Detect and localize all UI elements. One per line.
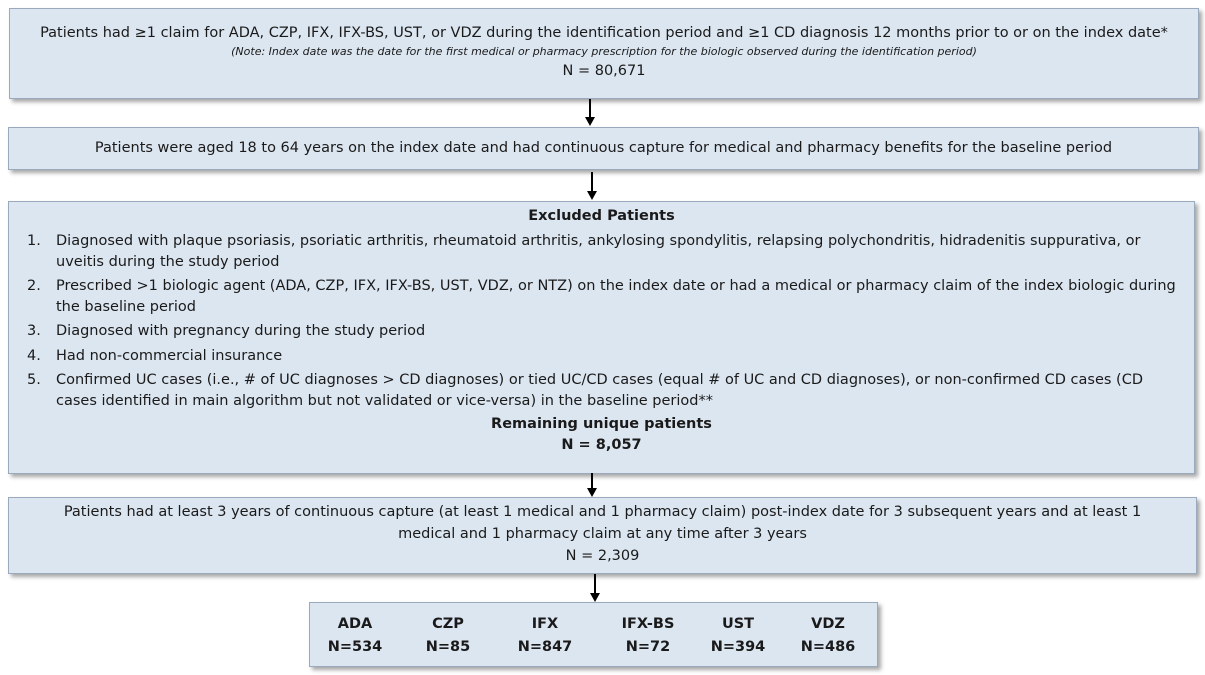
flow-arrow-down-icon [585,473,599,498]
arm-name: ADA [337,616,373,632]
exclusion-item [9,346,1194,367]
arm-count: N=394 [710,639,766,655]
exclusion-item-number: 4. [27,347,41,364]
exclusion-item-text: Had non-commercial insurance [56,347,283,364]
arm-count: N=85 [425,639,471,655]
exclusion-item [9,370,1194,411]
exclusion-item-text: Diagnosed with plaque psoriasis, psoriatic arthritis, rheumatoid arthritis, ankylosing spondylitis, relapsing polychondritis, hidradenitis suppurativa, or uveitis during the study period [56,233,1141,270]
arm-ust [698,613,778,659]
arm-name: VDZ [811,616,845,632]
arm-ifx-bs [608,613,688,659]
followup-count: N = 2,309 [565,548,640,564]
exclusion-item-number: 2. [27,278,41,294]
treatment-arms-box [309,602,878,667]
followup-criteria-line-2: medical and 1 pharmacy claim at any time after 3 years [398,526,807,542]
followup-criteria-box [8,497,1197,574]
remaining-patients-label: Remaining unique patients [491,416,712,432]
exclusion-item [9,276,1194,317]
arm-count: N=486 [800,639,856,655]
exclusion-item-text: Diagnosed with pregnancy during the study period [56,323,426,339]
exclusion-item-text: Prescribed >1 biologic agent (ADA, CZP, IFX, IFX-BS, UST, VDZ, or NTZ) on the index date or had a medical or pharmacy claim of the index biologic during the baseline period [56,278,1176,315]
arm-name: IFX-BS [621,616,675,632]
followup-criteria-line-1: Patients had at least 3 years of continuous capture (at least 1 medical and 1 pharmacy claim) post-index date for 3 subsequent years and at least 1 [63,504,1142,520]
identification-criteria-text: Patients had ≥1 claim for ADA, CZP, IFX, IFX-BS, UST, or VDZ during the identification period and ≥1 CD diagnosis 12 months prior to or on the index date* [40,25,1168,41]
arm-czp [408,613,488,659]
arm-count: N=847 [517,639,573,655]
arm-name: CZP [432,616,464,632]
exclusion-item-number: 1. [27,233,41,249]
arm-count: N=72 [625,639,671,655]
flow-arrow-down-icon [583,99,597,127]
exclusion-item [9,231,1194,272]
index-date-note: (Note: Index date was the date for the first medical or pharmacy prescription for the biologic observed during the identification period) [231,45,977,58]
flow-arrow-down-icon [585,172,599,201]
exclusion-list [9,231,1194,411]
arm-name: UST [721,616,755,632]
identification-criteria-box [9,8,1199,99]
exclusion-item-number: 3. [27,323,41,339]
remaining-patients-count: N = 8,057 [561,437,642,453]
exclusion-item-text: Confirmed UC cases (i.e., # of UC diagnoses > CD diagnoses) or tied UC/CD cases (equal # of UC and CD diagnoses), or non-confirmed CD cases (CD cases identified in main algorithm but not validated or vice-versa) in the baseline period** [56,372,1143,409]
excluded-patients-box [8,201,1195,474]
exclusion-item-number: 5. [27,372,41,388]
age-capture-criteria-text: Patients were aged 18 to 64 years on the index date and had continuous capture for medical and pharmacy benefits for the baseline period [94,140,1113,156]
arm-ifx [505,613,585,659]
excluded-patients-title: Excluded Patients [528,208,675,224]
arm-count: N=534 [327,639,383,655]
exclusion-item [9,321,1194,342]
flow-arrow-down-icon [588,574,602,603]
arm-ada [315,613,395,659]
identification-count: N = 80,671 [562,63,646,79]
arm-vdz [788,613,868,659]
arm-name: IFX [531,616,559,632]
age-capture-criteria-box [8,127,1199,170]
